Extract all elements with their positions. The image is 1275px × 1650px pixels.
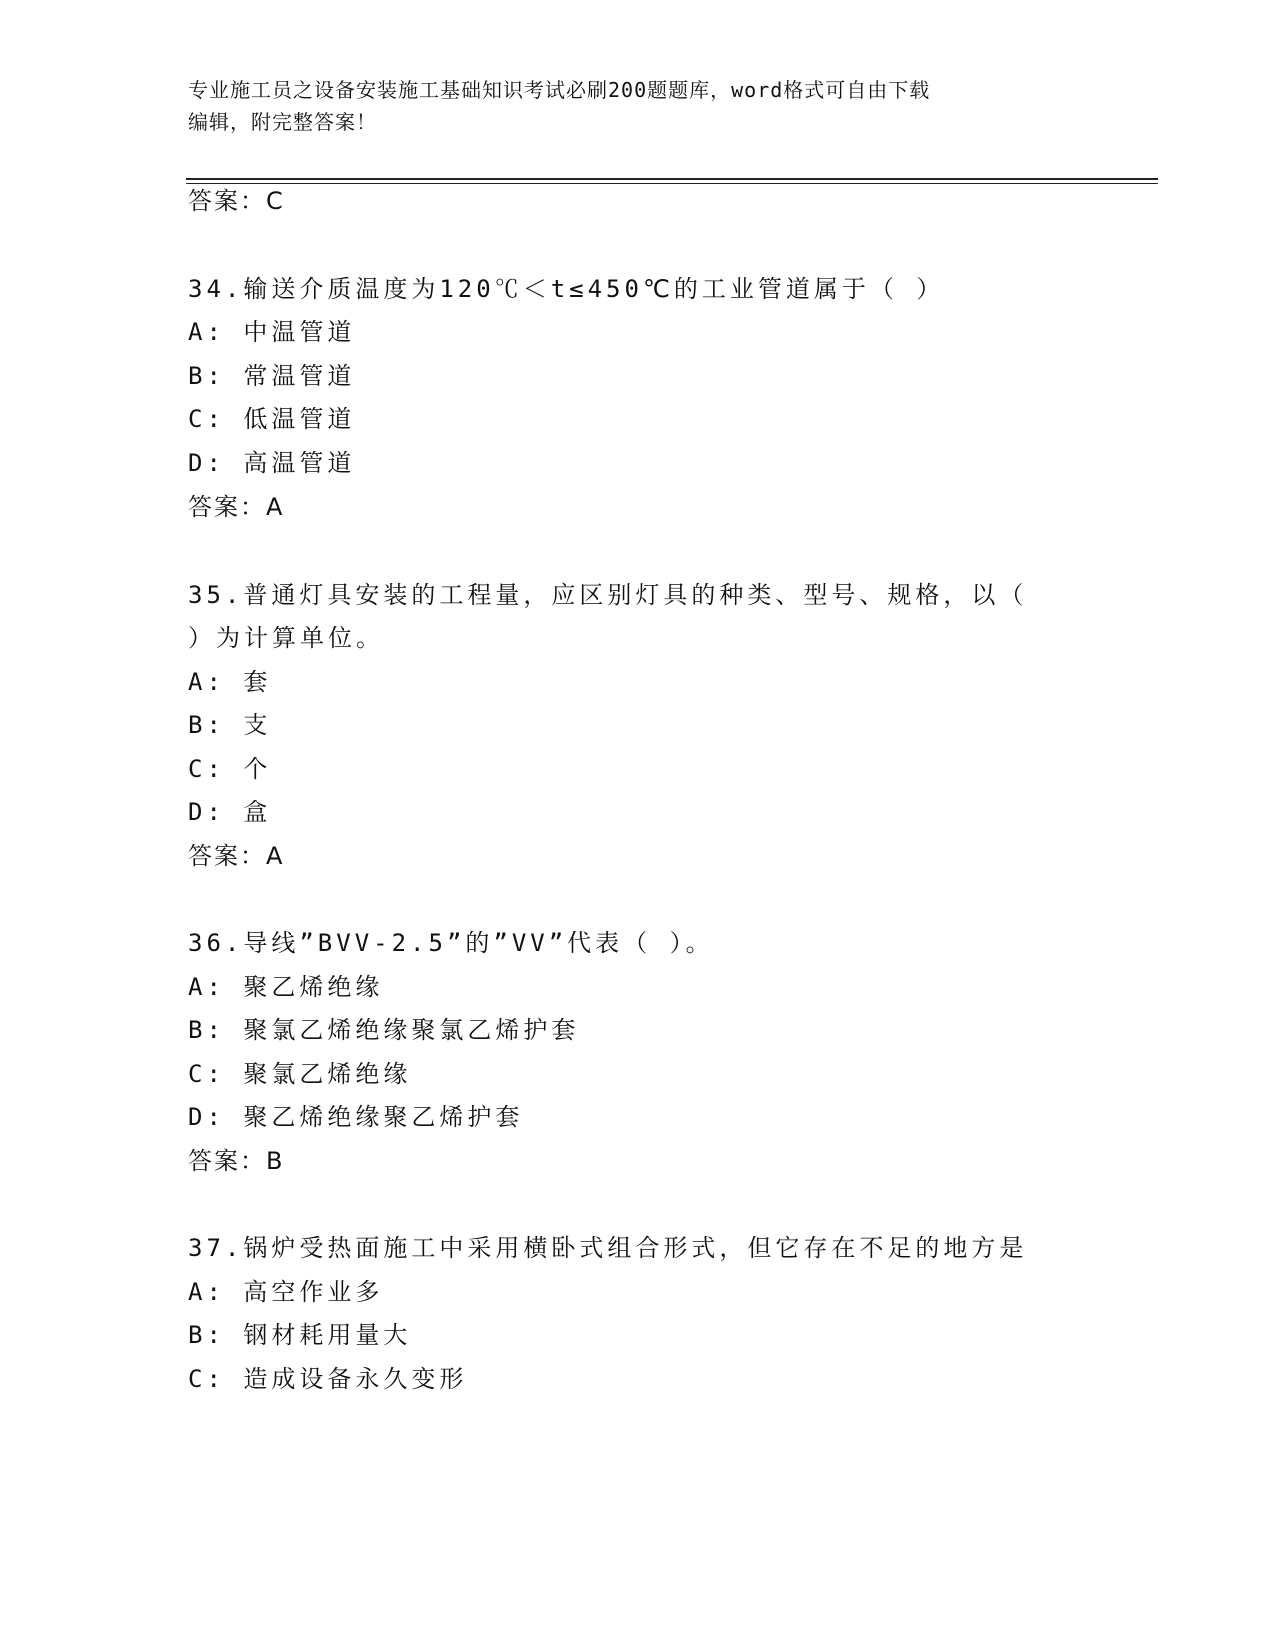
question-36-stem: 36.导线”BVV-2.5”的”VV”代表（ ）。 bbox=[188, 929, 714, 957]
question-37-option-c: C: 造成设备永久变形 bbox=[188, 1365, 468, 1393]
question-34-option-d: D: 高温管道 bbox=[188, 449, 356, 477]
question-36-option-b: B: 聚氯乙烯绝缘聚氯乙烯护套 bbox=[188, 1016, 580, 1044]
question-35-answer: 答案：A bbox=[188, 842, 285, 870]
question-35-option-a: A: 套 bbox=[188, 668, 272, 696]
question-37-option-b: B: 钢材耗用量大 bbox=[188, 1321, 412, 1349]
question-36-option-c: C: 聚氯乙烯绝缘 bbox=[188, 1060, 412, 1088]
question-34-option-a: A: 中温管道 bbox=[188, 318, 356, 346]
question-34-option-c: C: 低温管道 bbox=[188, 405, 356, 433]
question-36-option-d: D: 聚乙烯绝缘聚乙烯护套 bbox=[188, 1103, 524, 1131]
question-34-answer: 答案：A bbox=[188, 493, 285, 521]
question-36-answer: 答案：B bbox=[188, 1147, 285, 1175]
question-35-option-b: B: 支 bbox=[188, 711, 272, 739]
question-35-option-d: D: 盒 bbox=[188, 798, 272, 826]
question-35-option-c: C: 个 bbox=[188, 755, 272, 783]
question-35-stem-line-1: 35.普通灯具安装的工程量，应区别灯具的种类、型号、规格，以（ bbox=[188, 581, 1028, 609]
document-header bbox=[188, 74, 1088, 138]
header-line-2: 编辑，附完整答案！ bbox=[188, 110, 377, 134]
header-rule-thin bbox=[186, 183, 1158, 184]
question-34-stem: 34.输送介质温度为120℃＜t≤450℃的工业管道属于（ ） bbox=[188, 275, 945, 303]
question-35-stem-line-2: ）为计算单位。 bbox=[188, 624, 384, 652]
question-34-option-b: B: 常温管道 bbox=[188, 362, 356, 390]
question-37-stem: 37.锅炉受热面施工中采用横卧式组合形式，但它存在不足的地方是 bbox=[188, 1234, 1028, 1262]
question-36-option-a: A: 聚乙烯绝缘 bbox=[188, 973, 384, 1001]
question-37-option-a: A: 高空作业多 bbox=[188, 1278, 384, 1306]
header-rule-thick bbox=[186, 178, 1158, 180]
prev-answer: 答案：C bbox=[188, 187, 285, 215]
header-line-1: 专业施工员之设备安装施工基础知识考试必刷200题题库，word格式可自由下载 bbox=[188, 78, 931, 102]
